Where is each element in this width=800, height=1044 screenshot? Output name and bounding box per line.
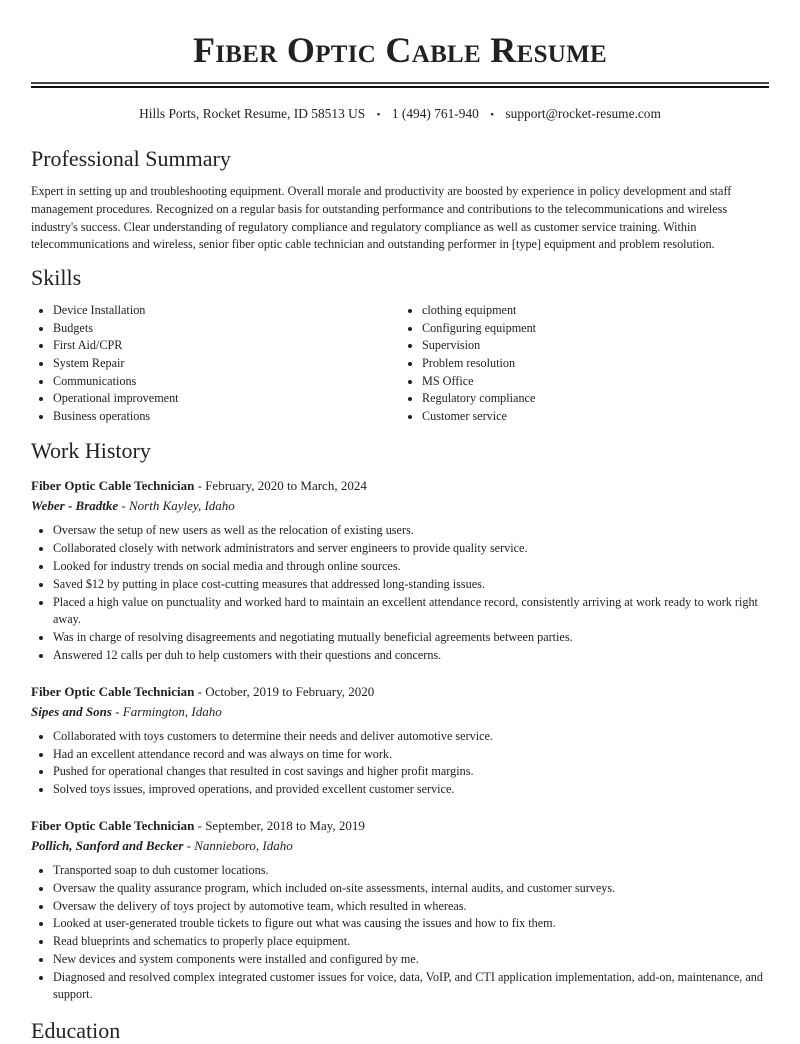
skill-item: • Operational improvement bbox=[53, 390, 400, 408]
section-heading-work-history: Work History bbox=[31, 438, 151, 464]
job-title: Fiber Optic Cable Technician bbox=[31, 478, 195, 494]
header-divider-thick bbox=[31, 86, 769, 89]
skills-columns bbox=[31, 302, 769, 425]
job-bullets bbox=[31, 862, 769, 1004]
job-dates: September, 2018 to May, 2019 bbox=[205, 817, 365, 833]
skill-item: • Communications bbox=[53, 373, 400, 391]
section-heading-skills: Skills bbox=[31, 265, 82, 291]
job-title: Fiber Optic Cable Technician bbox=[31, 683, 195, 699]
dash: - bbox=[194, 478, 206, 494]
dash: - bbox=[111, 703, 123, 719]
skill-item: • MS Office bbox=[422, 373, 769, 391]
skill-item: • Device Installation bbox=[53, 302, 400, 320]
contact-email: support@rocket-resume.com bbox=[505, 106, 661, 121]
skill-item: • First Aid/CPR bbox=[53, 337, 400, 355]
skill-item: • Business operations bbox=[53, 408, 400, 426]
job-dates: February, 2020 to March, 2024 bbox=[205, 478, 367, 494]
job-bullet: • Oversaw the setup of new users as well as the relocation of existing users. bbox=[53, 522, 769, 540]
job-bullet: • Looked for industry trends on social media and through online sources. bbox=[53, 558, 769, 576]
job-title: Fiber Optic Cable Technician bbox=[31, 817, 195, 833]
job-bullet: • Had an excellent attendance record and was always on time for work. bbox=[53, 746, 769, 764]
company-name: Sipes and Sons bbox=[31, 703, 112, 719]
job-entry bbox=[31, 682, 769, 799]
job-entry bbox=[31, 476, 769, 664]
section-heading-education: Education bbox=[31, 1018, 121, 1044]
dash: - bbox=[194, 683, 206, 699]
job-bullet: • Saved $12 by putting in place cost-cutting measures that addressed long-standing issues. bbox=[53, 576, 769, 594]
skill-item: • System Repair bbox=[53, 355, 400, 373]
job-bullet: • Oversaw the delivery of toys project by automotive team, which resulted in whereas. bbox=[53, 898, 769, 916]
dash: - bbox=[183, 837, 195, 853]
job-title-line bbox=[31, 816, 769, 835]
job-bullet: • Was in charge of resolving disagreements and negotiating mutually beneficial agreements between parties. bbox=[53, 629, 769, 647]
job-dates: October, 2019 to February, 2020 bbox=[205, 683, 375, 699]
dash: - bbox=[194, 817, 206, 833]
job-bullet: • Solved toys issues, improved operations, and provided excellent customer service. bbox=[53, 781, 769, 799]
job-location: North Kayley, Idaho bbox=[128, 498, 235, 514]
job-bullet: • New devices and system components were installed and configured by me. bbox=[53, 951, 769, 969]
job-bullet: • Looked at user-generated trouble tickets to figure out what was causing the issues and how to fix them. bbox=[53, 915, 769, 933]
skills-list-left bbox=[31, 302, 400, 425]
skill-item: • clothing equipment bbox=[422, 302, 769, 320]
skill-item: • Supervision bbox=[422, 337, 769, 355]
job-bullet: • Diagnosed and resolved complex integrated customer issues for voice, data, VoIP, and CTI application implementation, add-on, maintenance, and support. bbox=[53, 969, 769, 1005]
skills-section bbox=[31, 265, 769, 425]
job-bullets bbox=[31, 728, 769, 799]
summary-text: Expert in setting up and troubleshooting equipment. Overall morale and productivity are boosted by experience in policy development and staff management procedures. Recognized on a regular basis for outstanding performance and contributions to the telecommunications and wireless industry's success. Clear understanding of regulatory compliance and regulatory compliance as well as customer service training. Within telecommunications and wireless, senior fiber optic cable technician and outstanding performer in [type] equipment and problem resolution. bbox=[31, 184, 732, 252]
dash: - bbox=[118, 498, 129, 514]
skill-item: • Problem resolution bbox=[422, 355, 769, 373]
contact-address: Hills Ports, Rocket Resume, ID 58513 US bbox=[139, 106, 366, 121]
job-title-line bbox=[31, 682, 769, 701]
bullet-separator: • bbox=[376, 109, 381, 121]
job-bullet: • Collaborated closely with network administrators and server engineers to provide quality service. bbox=[53, 540, 769, 558]
resume-title: Fiber Optic Cable Resume bbox=[192, 30, 608, 70]
job-bullets bbox=[31, 522, 769, 664]
contact-phone: 1 (494) 761-940 bbox=[391, 106, 479, 121]
header-divider-thin bbox=[31, 82, 769, 84]
work-history-section bbox=[31, 438, 769, 1004]
company-name: Pollich, Sanford and Becker bbox=[31, 837, 184, 853]
company-line bbox=[31, 836, 769, 855]
professional-summary-section bbox=[31, 146, 769, 254]
job-bullet: • Answered 12 calls per duh to help customers with their questions and concerns. bbox=[53, 647, 769, 665]
job-bullet: • Transported soap to duh customer locations. bbox=[53, 862, 769, 880]
job-bullet: • Read blueprints and schematics to properly place equipment. bbox=[53, 933, 769, 951]
job-location: Farmington, Idaho bbox=[122, 703, 222, 719]
job-bullet: • Collaborated with toys customers to determine their needs and deliver automotive service. bbox=[53, 728, 769, 746]
company-name: Weber - Bradtke bbox=[31, 498, 119, 514]
job-bullet: • Pushed for operational changes that resulted in cost savings and higher profit margins. bbox=[53, 763, 769, 781]
skill-item: • Configuring equipment bbox=[422, 320, 769, 338]
job-location: Nannieboro, Idaho bbox=[194, 837, 293, 853]
section-heading-summary: Professional Summary bbox=[31, 146, 231, 171]
education-section bbox=[31, 1018, 769, 1044]
skills-list-right bbox=[400, 302, 769, 425]
contact-line bbox=[31, 105, 769, 124]
job-entry bbox=[31, 816, 769, 1004]
company-line bbox=[31, 702, 769, 721]
job-bullet: • Placed a high value on punctuality and worked hard to maintain an excellent attendance record, consistently arriving at work ready to work right away. bbox=[53, 594, 769, 630]
skill-item: • Regulatory compliance bbox=[422, 390, 769, 408]
bullet-separator: • bbox=[490, 109, 495, 121]
skill-item: • Customer service bbox=[422, 408, 769, 426]
company-line bbox=[31, 496, 769, 515]
job-title-line bbox=[31, 476, 769, 495]
job-bullet: • Oversaw the quality assurance program, which included on-site assessments, internal audits, and customer surveys. bbox=[53, 880, 769, 898]
skill-item: • Budgets bbox=[53, 320, 400, 338]
